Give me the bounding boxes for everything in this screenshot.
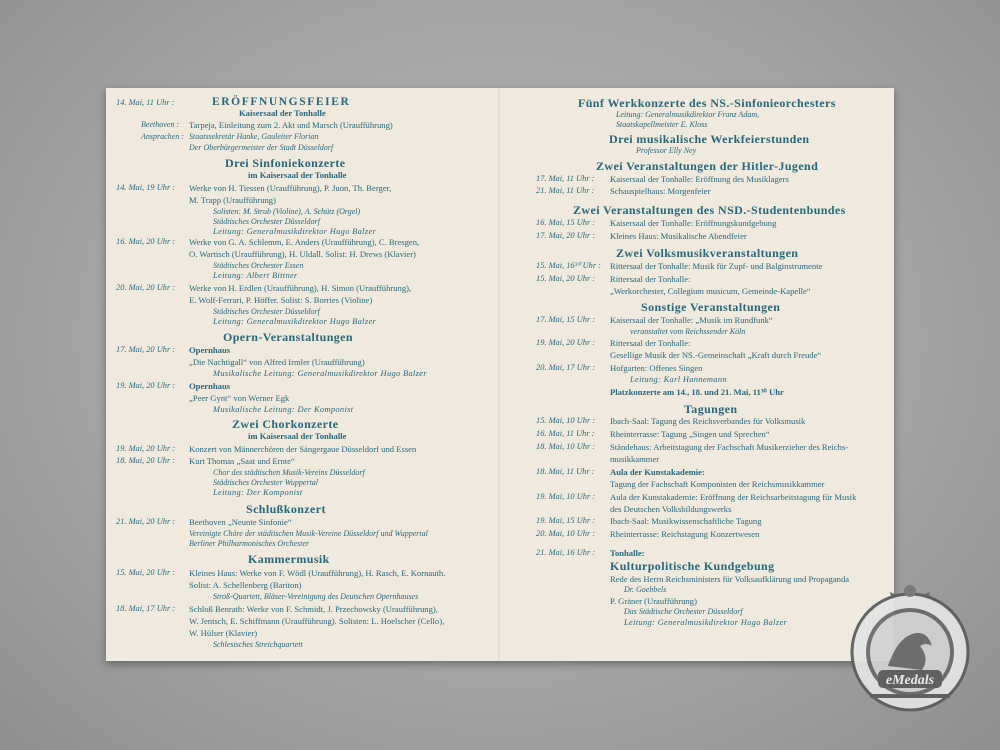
program-line: 21. Mai, 11 Uhr : [536, 186, 595, 195]
program-line: Platzkonzerte am 14., 18. und 21. Mai, 11³⁰ Uhr [610, 387, 784, 397]
section-heading: Tagungen [684, 402, 738, 416]
section-heading: Drei musikalische Werkfeierstunden [609, 132, 810, 146]
program-line: 19. Mai, 10 Uhr : [536, 492, 596, 501]
program-line: Schloß Benrath: Werke von F. Schmidt, J. Przechowsky (Uraufführung), [189, 604, 438, 614]
program-line: Kurt Thomas „Saat und Ernte“ [189, 456, 295, 466]
program-line: 21. Mai, 16 Uhr : [536, 548, 596, 557]
program-line: 14. Mai, 19 Uhr : [116, 183, 176, 192]
program-line: Solisten: M. Strub (Violine), A. Schütz (Orgel) [213, 207, 361, 216]
section-heading: Schlußkonzert [246, 502, 326, 516]
program-line: musikkammer [610, 454, 660, 464]
program-line: Leitung: Albert Bittner [213, 271, 298, 280]
program-line: Das Städtische Orchester Düsseldorf [624, 607, 743, 616]
program-line: Schlesisches Streichquartett [213, 640, 303, 649]
program-line: 18. Mai, 11 Uhr : [536, 467, 595, 476]
program-line: Leitung: Generalmusikdirektor Hugo Balzer [213, 317, 377, 326]
program-line: Kaisersaal der Tonhalle [239, 108, 326, 118]
program-line: Professor Elly Ney [636, 146, 697, 155]
program-line: 15. Mai, 16³⁰ Uhr : [536, 261, 601, 270]
program-line: Kleines Haus: Werke von F. Wödl (Uraufführung), H. Rasch, E. Kornauth. [189, 568, 446, 578]
program-line: Leitung: Generalmusikdirektor Hugo Balzer [213, 227, 377, 236]
program-line: 15. Mai, 10 Uhr : [536, 416, 596, 425]
program-line: Ibach-Saal: Musikwissenschaftliche Tagung [610, 516, 762, 526]
program-line: Opernhaus [189, 345, 231, 355]
program-line: Städtisches Orchester Düsseldorf [213, 307, 320, 316]
program-line: Staatssekretär Hanke, Gauleiter Florian [189, 132, 319, 141]
section-heading: Sonstige Veranstaltungen [641, 300, 781, 314]
program-line: Leitung: Generalmusikdirektor Franz Adam, [616, 110, 760, 119]
program-line: 17. Mai, 20 Uhr : [116, 345, 176, 354]
program-line: Tagung der Fachschaft Komponisten der Reichsmusikkammer [610, 479, 825, 489]
program-line: Der Oberbürgermeister der Stadt Düsseldorf [189, 143, 334, 152]
program-line: Werke von G. A. Schlemm, E. Anders (Uraufführung), C. Bresgen, [189, 237, 420, 247]
program-line: Musikalische Leitung: Der Komponist [213, 405, 354, 414]
program-line: Solist: A. Schellenberg (Bariton) [189, 580, 302, 590]
program-line: Tonhalle: [610, 548, 645, 558]
program-line: Kaisersaal der Tonhalle: Eröffnungskundgebung [610, 218, 777, 228]
program-line: 16. Mai, 11 Uhr : [536, 429, 595, 438]
section-heading: Zwei Chorkonzerte [232, 417, 339, 431]
section-heading: ERÖFFNUNGSFEIER [212, 96, 351, 108]
program-line: Dr. Goebbels [624, 585, 667, 594]
program-line: Rheinterrasse: Reichstagung Konzertwesen [610, 529, 760, 539]
program-line: Musikalische Leitung: Generalmusikdirektor Hugo Balzer [213, 369, 427, 378]
program-line: Rheinterrasse: Tagung „Singen und Sprechen“ [610, 429, 770, 439]
program-line: 18. Mai, 20 Uhr : [116, 456, 176, 465]
program-line: Beethoven „Neunte Sinfonie“ [189, 517, 292, 527]
program-line: Stroß-Quartett, Bläser-Vereinigung des Deutschen Opernhauses [213, 592, 419, 601]
program-line: W. Jentsch, E. Schiffmann (Uraufführung). Solisten: L. Hoelscher (Cello), [189, 616, 445, 626]
program-line: Aula der Kunstakademie: [610, 467, 705, 477]
program-line: Ständehaus: Arbeitstagung der Fachschaft Musikerzieher des Reichs- [610, 442, 849, 452]
program-line: Hofgarten: Offenes Singen [610, 363, 703, 373]
section-heading: Kammermusik [248, 552, 330, 566]
program-line: des Deutschen Volksbildungswerks [610, 504, 732, 514]
program-line: M. Trapp (Uraufführung) [189, 195, 276, 205]
program-line: Berliner Philharmonisches Orchester [189, 539, 310, 548]
program-line: Leitung: Der Komponist [213, 488, 303, 497]
program-line: Kaisersaal der Tonhalle: Eröffnung des Musiklagers [610, 174, 789, 184]
program-line: Ansprachen : [141, 132, 184, 141]
program-line: Leitung: Generalmusikdirektor Hugo Balzer [624, 618, 788, 627]
program-line: O. Wartisch (Uraufführung), H. Uldall. Solist: H. Drews (Klavier) [189, 249, 416, 259]
program-line: Kleines Haus: Musikalische Abendfeier [610, 231, 747, 241]
program-line: Staatskapellmeister E. Kloss [616, 120, 708, 129]
program-line: 19. Mai, 20 Uhr : [536, 338, 596, 347]
program-line: Werke von H. Erdlen (Uraufführung), H. Simon (Uraufführung), [189, 283, 412, 293]
program-line: 15. Mai, 20 Uhr : [116, 568, 176, 577]
program-line: Tarpeja, Einleitung zum 2. Akt und Marsch (Uraufführung) [189, 120, 393, 130]
program-page [106, 88, 894, 661]
program-line: W. Hülser (Klavier) [189, 628, 258, 638]
program-line: P. Gräner (Uraufführung) [610, 596, 697, 606]
program-line: Rede des Herrn Reichsministers für Volksaufklärung und Propaganda [610, 574, 850, 584]
program-line: Leitung: Karl Hannemann [630, 375, 727, 384]
program-line: 21. Mai, 20 Uhr : [116, 517, 176, 526]
program-line: Chor des städtischen Musik-Vereins Düsseldorf [213, 468, 365, 477]
page-fold [498, 88, 500, 661]
program-line: im Kaisersaal der Tonhalle [248, 170, 347, 180]
program-line: 20. Mai, 17 Uhr : [536, 363, 596, 372]
program-line: 19. Mai, 20 Uhr : [116, 381, 176, 390]
section-heading: Fünf Werkkonzerte des NS.-Sinfonieorchesters [578, 96, 836, 110]
program-line: 14. Mai, 11 Uhr : [116, 98, 175, 107]
program-line: Ibach-Saal: Tagung des Reichsverbandes für Volksmusik [610, 416, 806, 426]
section-heading: Zwei Veranstaltungen der Hitler-Jugend [596, 159, 819, 173]
program-line: 15. Mai, 20 Uhr : [536, 274, 596, 283]
program-line: E. Wolf-Ferrari, P. Höffer. Solist: S. Borries (Violine) [189, 295, 373, 305]
section-heading: Zwei Veranstaltungen des NSD.-Studentenbundes [573, 203, 846, 217]
program-line: veranstaltet vom Reichssender Köln [630, 327, 746, 336]
section-heading: Drei Sinfoniekonzerte [225, 156, 346, 170]
program-line: 19. Mai, 15 Uhr : [536, 516, 596, 525]
section-heading: Kulturpolitische Kundgebung [610, 559, 775, 573]
program-line: 20. Mai, 20 Uhr : [116, 283, 176, 292]
program-line: im Kaisersaal der Tonhalle [248, 431, 347, 441]
program-line: 18. Mai, 17 Uhr : [116, 604, 176, 613]
program-line: „Werkorchester, Collegium musicum, Gemeinde-Kapelle“ [610, 286, 811, 296]
program-line: 19. Mai, 20 Uhr : [116, 444, 176, 453]
svg-text:eMedals: eMedals [885, 673, 935, 688]
program-line: 20. Mai, 10 Uhr : [536, 529, 596, 538]
program-line: Städtisches Orchester Wuppertal [213, 478, 319, 487]
program-line: „Peer Gynt“ von Werner Egk [189, 393, 290, 403]
program-line: Städtisches Orchester Essen [213, 261, 304, 270]
section-heading: Opern-Veranstaltungen [223, 330, 353, 344]
program-line: 16. Mai, 20 Uhr : [116, 237, 176, 246]
program-line: Vereinigte Chöre der städtischen Musik-Vereine Düsseldorf und Wuppertal [189, 529, 428, 538]
program-line: Schauspielhaus: Morgenfeier [610, 186, 711, 196]
program-line: Rittersaal der Tonhalle: [610, 274, 691, 284]
program-line: Aula der Kunstakademie: Eröffnung der Reichsarbeitstagung für Musik [610, 492, 857, 502]
program-line: 17. Mai, 15 Uhr : [536, 315, 596, 324]
emedals-watermark-seal [840, 578, 980, 718]
program-line: Kaisersaal der Tonhalle: „Musik im Rundfunk“ [610, 315, 773, 325]
program-line: Städtisches Orchester Düsseldorf [213, 217, 320, 226]
program-line: Konzert von Männerchören der Sängergaue Düsseldorf und Essen [189, 444, 417, 454]
program-line: 18. Mai, 10 Uhr : [536, 442, 596, 451]
program-line: Beethoven : [141, 120, 179, 129]
program-line: „Die Nachtigall“ von Alfred Irmler (Uraufführung) [189, 357, 365, 367]
program-line: 17. Mai, 20 Uhr : [536, 231, 596, 240]
program-line: Rittersaal der Tonhalle: [610, 338, 691, 348]
program-line: Opernhaus [189, 381, 231, 391]
program-line: 16. Mai, 15 Uhr : [536, 218, 596, 227]
program-line: Werke von H. Tiessen (Uraufführung), P. Juon, Th. Berger, [189, 183, 392, 193]
program-line: Rittersaal der Tonhalle: Musik für Zupf- und Balginstrumente [610, 261, 823, 271]
section-heading: Zwei Volksmusikveranstaltungen [616, 246, 799, 260]
program-line: Gesellige Musik der NS.-Gemeinschaft „Kraft durch Freude“ [610, 350, 822, 360]
program-line: 17. Mai, 11 Uhr : [536, 174, 595, 183]
